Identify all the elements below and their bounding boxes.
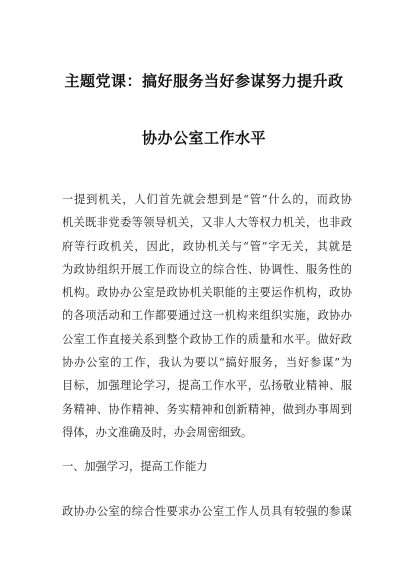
paragraph-line: 机构。政协办公室是政协机关职能的主要运作机构，政协 (62, 286, 352, 300)
paragraph-line: 府等行政机关，因此，政协机关与“管”字无关，其就是 (62, 239, 352, 253)
paragraph-line: 机关既非党委等领导机关，又非人大等权力机关，也非政 (62, 216, 352, 230)
document-title-line-2: 协办公室工作水平 (141, 129, 266, 147)
paragraph-section-1 (62, 500, 352, 523)
paragraph-line: 的各项活动和工作都要通过这一机构来组织实施，政协办 (62, 309, 352, 323)
paragraph-line: 为政协组织开展工作而设立的综合性、协调性、服务性的 (62, 262, 352, 276)
paragraph-line: 政协办公室的综合性要求办公室工作人员具有较强的参谋 (62, 505, 352, 518)
section-heading: 一、加强学习，提高工作能力 (62, 460, 208, 473)
paragraph-line: 公室工作直接关系到整个政协工作的质量和水平。做好政 (62, 332, 352, 346)
paragraph-line: 一提到机关，人们首先就会想到是“管”什么的，而政协 (62, 193, 352, 206)
paragraph-line: 务精神、协作精神、务实精神和创新精神，做到办事周到 (62, 402, 352, 416)
document-title-line-1: 主题党课：搞好服务当好参谋努力提升政 (64, 72, 344, 90)
paragraph-line: 得体，办文准确及时，办会周密细致。 (62, 425, 253, 439)
paragraph-line: 目标，加强理论学习，提高工作水平，弘扬敬业精神、服 (62, 379, 352, 393)
paragraph-intro (62, 188, 352, 444)
paragraph-line: 协办公室的工作，我认为要以“搞好服务，当好参谋”为 (62, 356, 352, 370)
